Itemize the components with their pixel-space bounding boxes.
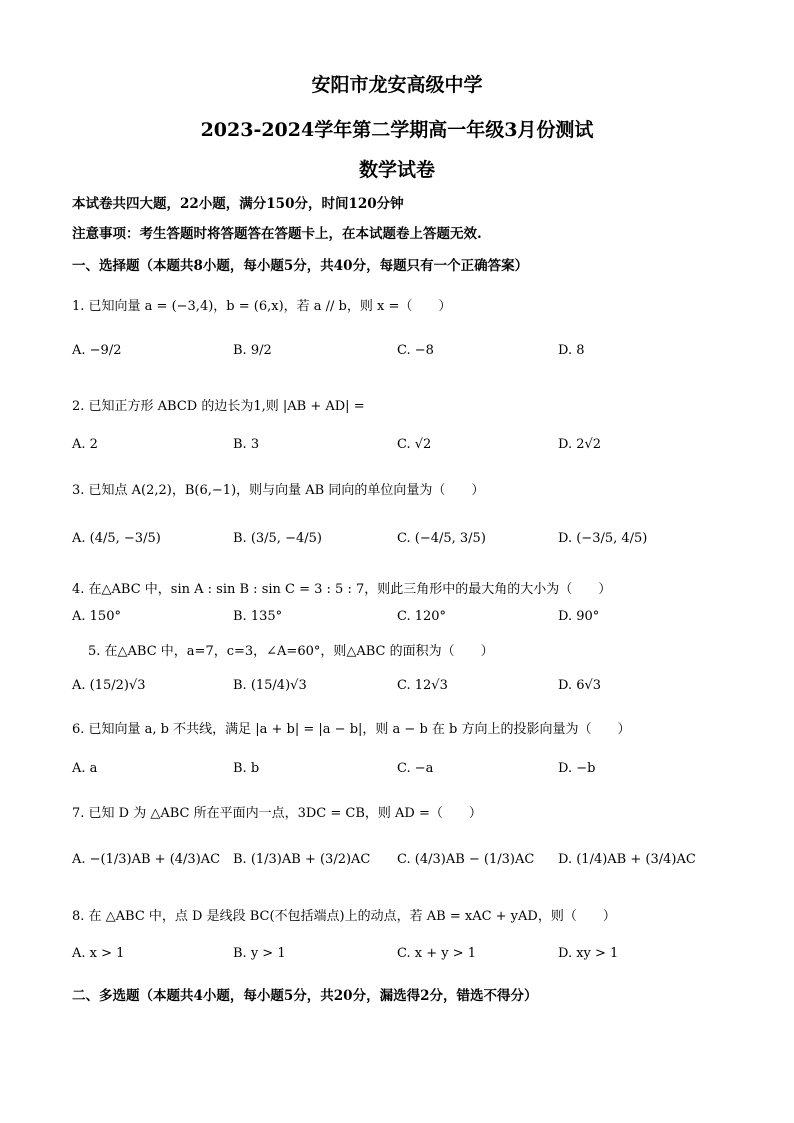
q8-option-a: A. x > 1	[72, 946, 125, 961]
q6-option-b: B. b	[233, 761, 260, 776]
q5-option-b: B. (15/4)√3	[233, 678, 307, 693]
question-4-stem: 4. 在△ABC 中，sin A : sin B : sin C = 3 : 5 : 7，则此三角形中的最大角的大小为（ ）	[72, 582, 612, 597]
q4-option-d: D. 90°	[558, 609, 600, 624]
exam-notice: 注意事项：考生答题时将答题答在答题卡上，在本试题卷上答题无效.	[72, 226, 482, 242]
q2-option-c: C. √2	[397, 437, 432, 452]
q3-option-b: B. (3/5, −4/5)	[233, 531, 322, 546]
question-8-stem: 8. 在 △ABC 中，点 D 是线段 BC(不包括端点)上的动点，若 AB = xAC + yAD，则（ ）	[72, 909, 616, 924]
question-5-stem: 5. 在△ABC 中，a=7，c=3，∠A=60°，则△ABC 的面积为（ ）	[88, 644, 494, 659]
q6-option-c: C. −a	[397, 761, 434, 776]
q8-option-b: B. y > 1	[233, 946, 286, 961]
q3-option-c: C. (−4/5, 3/5)	[397, 531, 486, 546]
q6-option-d: D. −b	[558, 761, 596, 776]
q7-option-d: D. (1/4)AB + (3/4)AC	[558, 852, 696, 867]
q2-option-b: B. 3	[233, 437, 260, 452]
exam-name: 2023-2024学年第二学期高一年级3月份测试	[200, 119, 594, 141]
question-7-stem: 7. 已知 D 为 △ABC 所在平面内一点，3DC = CB，则 AD =（ ）	[72, 806, 482, 821]
q1-option-d: D. 8	[558, 343, 585, 358]
q3-option-d: D. (−3/5, 4/5)	[558, 531, 648, 546]
q7-option-b: B. (1/3)AB + (3/2)AC	[233, 852, 371, 867]
q4-option-a: A. 150°	[72, 609, 121, 624]
q3-option-a: A. (4/5, −3/5)	[72, 531, 161, 546]
question-3-stem: 3. 已知点 A(2,2)，B(6,−1)，则与向量 AB 同向的单位向量为（ ）	[72, 483, 485, 498]
q5-option-c: C. 12√3	[397, 678, 448, 693]
q8-option-c: C. x + y > 1	[397, 946, 477, 961]
q6-option-a: A. a	[72, 761, 98, 776]
q1-option-a: A. −9/2	[72, 343, 122, 358]
exam-info: 本试卷共四大题，22小题，满分150分，时间120分钟	[72, 196, 404, 212]
subject-title: 数学试卷	[358, 159, 435, 181]
section-2-heading: 二、多选题（本题共4小题，每小题5分，共20分，漏选得2分，错选不得分）	[72, 988, 538, 1004]
q2-option-a: A. 2	[72, 437, 98, 452]
q7-option-a: A. −(1/3)AB + (4/3)AC	[72, 852, 221, 867]
q7-option-c: C. (4/3)AB − (1/3)AC	[397, 852, 535, 867]
q5-option-d: D. 6√3	[558, 678, 602, 693]
q5-option-a: A. (15/2)√3	[72, 678, 146, 693]
q4-option-b: B. 135°	[233, 609, 283, 624]
q8-option-d: D. xy > 1	[558, 946, 619, 961]
question-2-stem: 2. 已知正方形 ABCD 的边长为1,则 |AB + AD| =	[72, 399, 365, 414]
q4-option-c: C. 120°	[397, 609, 447, 624]
q1-option-c: C. −8	[397, 343, 434, 358]
q1-option-b: B. 9/2	[233, 343, 272, 358]
question-1-stem: 1. 已知向量 a = (−3,4)，b = (6,x)，若 a // b，则 x =（ ）	[72, 299, 452, 314]
section-1-heading: 一、选择题（本题共8小题，每小题5分，共40分，每题只有一个正确答案）	[72, 258, 529, 274]
question-6-stem: 6. 已知向量 a, b 不共线，满足 |a + b| = |a − b|，则 a − b 在 b 方向上的投影向量为（ ）	[72, 722, 631, 737]
q2-option-d: D. 2√2	[558, 437, 602, 452]
school-name: 安阳市龙安高级中学	[311, 74, 483, 96]
